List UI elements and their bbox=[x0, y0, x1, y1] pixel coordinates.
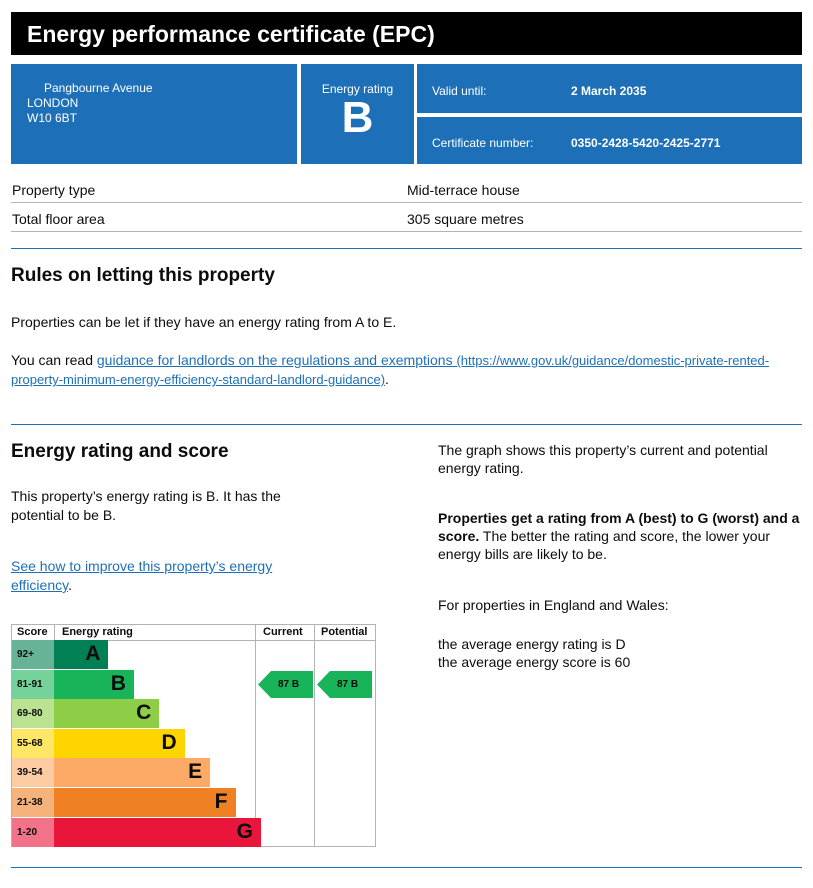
chart-column-divider bbox=[255, 625, 256, 846]
band-score-d: 55-68 bbox=[12, 729, 54, 758]
average-score: the average energy score is 60 bbox=[438, 654, 631, 670]
band-letter-g: G bbox=[236, 819, 253, 843]
band-bar-b bbox=[54, 670, 134, 699]
guidance-suffix: . bbox=[385, 371, 389, 387]
band-letter-f: F bbox=[214, 790, 228, 813]
rating-explanation-rest: The better the rating and score, the lower your energy bills are likely to be. bbox=[438, 528, 771, 562]
energy-rating-label: Energy rating bbox=[321, 82, 394, 96]
letting-paragraph: Properties can be let if they have an energy rating from A to E. bbox=[11, 314, 397, 330]
chart-header-potential: Potential bbox=[321, 626, 368, 638]
score-paragraph: This property’s energy rating is B. It has the potential to be B. bbox=[11, 488, 281, 523]
band-letter-e: E bbox=[188, 760, 203, 784]
band-bar-d bbox=[54, 729, 185, 758]
section-divider bbox=[11, 248, 802, 249]
floor-area-row bbox=[11, 203, 802, 232]
current-rating-arrow bbox=[258, 671, 313, 698]
property-type-value: Mid-terrace house bbox=[407, 182, 520, 198]
band-score-g: 1-20 bbox=[12, 818, 54, 847]
guidance-prefix: You can read bbox=[11, 352, 97, 368]
band-bar-e bbox=[54, 758, 210, 787]
band-letter-d: D bbox=[161, 730, 177, 754]
graph-description: The graph shows this property’s current and potential energy rating. bbox=[438, 442, 768, 476]
address-line-2: LONDON bbox=[27, 96, 79, 110]
band-letter-b: B bbox=[110, 671, 126, 695]
summary-header bbox=[11, 64, 802, 164]
improve-link-suffix: . bbox=[68, 577, 72, 593]
band-score-a: 92+ bbox=[12, 640, 54, 669]
rating-explanation bbox=[438, 509, 803, 563]
band-letter-a: A bbox=[85, 642, 101, 665]
potential-rating-arrow bbox=[317, 671, 372, 698]
address-line-1: Pangbourne Avenue bbox=[44, 81, 153, 95]
section-divider bbox=[11, 424, 802, 425]
chart-header-current: Current bbox=[263, 626, 303, 638]
energy-rating-box bbox=[301, 64, 414, 164]
certificate-number-box bbox=[417, 117, 802, 164]
region-note: For properties in England and Wales: bbox=[438, 597, 669, 613]
section-divider bbox=[11, 867, 802, 868]
address-line-3: W10 6BT bbox=[27, 111, 78, 125]
band-bar-g bbox=[54, 818, 261, 847]
valid-until-value: 2 March 2035 bbox=[571, 84, 647, 98]
chart-column-divider bbox=[54, 625, 55, 640]
improve-link-paragraph bbox=[11, 557, 321, 595]
band-bar-c bbox=[54, 699, 159, 728]
score-heading: Energy rating and score bbox=[11, 441, 229, 462]
valid-until-box bbox=[417, 64, 802, 113]
chart-header-rating: Energy rating bbox=[62, 626, 133, 638]
floor-area-label: Total floor area bbox=[12, 211, 105, 227]
property-type-row bbox=[11, 174, 802, 203]
chart-header-score: Score bbox=[17, 626, 48, 638]
band-score-b: 81-91 bbox=[12, 670, 54, 699]
landlord-guidance-link[interactable] bbox=[11, 352, 769, 387]
floor-area-value: 305 square metres bbox=[407, 211, 524, 227]
certificate-number-value: 0350-2428-5420-2425-2771 bbox=[571, 136, 721, 150]
energy-rating-chart bbox=[11, 624, 376, 847]
potential-rating-label: 87 B bbox=[336, 678, 359, 690]
chart-column-divider bbox=[314, 625, 315, 846]
property-type-label: Property type bbox=[12, 182, 96, 198]
band-bar-f bbox=[54, 788, 236, 817]
rating-explanation-bold: Properties get a rating from A (best) to G (worst) and a score. bbox=[438, 510, 800, 544]
valid-until-label: Valid until: bbox=[432, 84, 487, 98]
certificate-number-label: Certificate number: bbox=[432, 136, 534, 150]
page-title: Energy performance certificate (EPC) bbox=[11, 12, 802, 55]
band-score-c: 69-80 bbox=[12, 699, 54, 728]
landlord-guidance-url: (https://www.gov.uk/guidance/domestic-private-rented-property-minimum-energy-efficiency-standard-landlord-guidance) bbox=[11, 353, 770, 387]
improve-efficiency-link[interactable]: See how to improve this property’s energy efficiency bbox=[11, 558, 273, 593]
energy-rating-value: B bbox=[341, 93, 374, 142]
landlord-guidance-link-text: guidance for landlords on the regulations and exemptions bbox=[96, 352, 453, 368]
address-box bbox=[11, 64, 297, 164]
band-letter-c: C bbox=[136, 701, 152, 725]
letting-guidance-paragraph bbox=[11, 351, 771, 389]
letting-heading: Rules on letting this property bbox=[11, 265, 275, 286]
band-bar-a bbox=[54, 640, 108, 669]
average-rating: the average energy rating is D bbox=[438, 636, 626, 652]
band-score-e: 39-54 bbox=[12, 758, 54, 787]
current-rating-label: 87 B bbox=[277, 678, 300, 690]
band-score-f: 21-38 bbox=[12, 788, 54, 817]
